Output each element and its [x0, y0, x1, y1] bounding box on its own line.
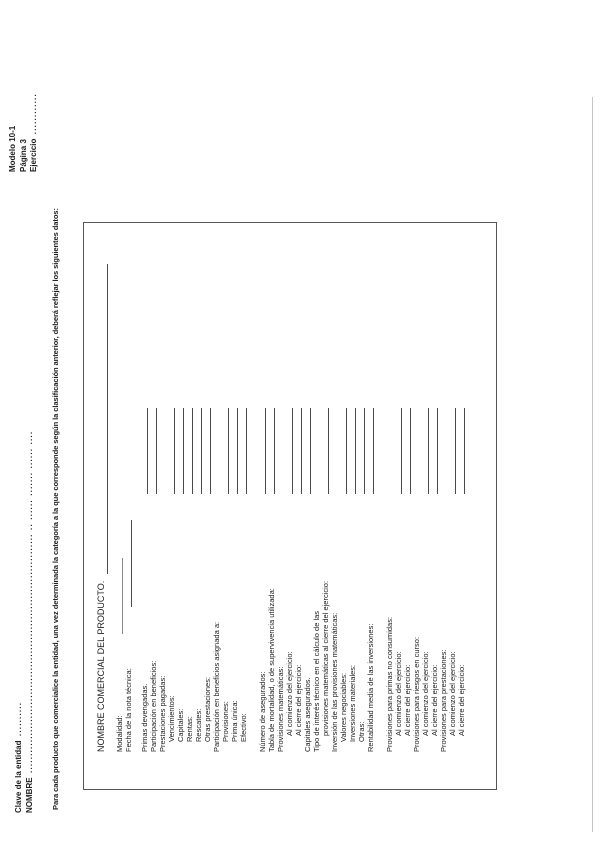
fill-in-line[interactable]	[173, 408, 175, 494]
fill-in-line[interactable]	[427, 408, 429, 494]
form-row	[194, 223, 203, 752]
field-label: Al comienzo del ejercicio:	[448, 651, 457, 736]
page-number: Página 3	[18, 139, 28, 172]
fill-in-line[interactable]	[309, 408, 311, 494]
form-row	[221, 223, 230, 752]
field-label: Al cierre del ejercicio:	[430, 664, 439, 736]
field-label: Inversión de las provisiones matemáticas:	[330, 612, 339, 752]
field-label: Rescates:	[194, 708, 203, 742]
field-label: Provisiones para prestaciones:	[439, 649, 448, 752]
fill-in-line[interactable]	[327, 408, 329, 494]
field-label: Modalidad:	[115, 715, 124, 752]
field-label: Al comienzo del ejercicio:	[285, 651, 294, 736]
field-label: Al cierre del ejercicio:	[457, 664, 466, 736]
field-label: Capitales:	[176, 708, 185, 742]
fill-in-line[interactable]	[236, 408, 238, 494]
form-row	[267, 223, 276, 752]
fill-in-line[interactable]	[345, 408, 347, 494]
field-label: Tabla de mortalidad, o de supervivencia utilizada:	[267, 588, 276, 752]
field-label: Provisiones para primas no consumidas:	[385, 616, 394, 752]
field-label: Provisiones:	[221, 701, 230, 742]
field-label: provisiones matemáticas al cierre del ejercicio:	[321, 580, 330, 736]
form-row	[421, 223, 430, 752]
ejercicio-fill-line[interactable]: ............	[29, 93, 38, 135]
field-label: Provisiones para riesgos en curso:	[412, 636, 421, 752]
form-row	[140, 223, 149, 752]
fill-in-line[interactable]	[121, 558, 123, 634]
field-label: Prestaciones pagadas:	[158, 675, 167, 752]
form-row	[149, 223, 158, 752]
fill-in-line[interactable]	[200, 408, 202, 494]
field-label: Participación en beneficios asignada a:	[212, 621, 221, 752]
fill-in-line[interactable]	[463, 408, 465, 494]
form-row	[203, 223, 212, 752]
form-row	[366, 223, 375, 752]
nombre-fill-line[interactable]: ...................................................................... .. ...... ....... ...... ....	[25, 430, 34, 773]
fill-in-line[interactable]	[409, 408, 411, 494]
fill-in-line[interactable]	[372, 408, 374, 494]
field-label: Al cierre del ejercicio:	[403, 664, 412, 736]
field-label: Vencimientos:	[167, 695, 176, 742]
clave-entidad-row	[13, 431, 24, 813]
fill-in-line[interactable]	[155, 408, 157, 494]
fill-in-line[interactable]	[245, 408, 247, 494]
form-row	[348, 223, 357, 752]
fill-in-line[interactable]	[130, 520, 132, 607]
form-row	[303, 223, 312, 752]
fill-in-line[interactable]	[146, 408, 148, 494]
field-label: Provisiones matemáticas:	[276, 666, 285, 752]
form-row	[258, 223, 267, 752]
form-row	[185, 223, 194, 752]
field-label: Prima única:	[230, 700, 239, 742]
form-row	[439, 223, 448, 752]
fill-in-line[interactable]	[191, 408, 193, 494]
clave-entidad-label: Clave de la entidad	[14, 740, 23, 813]
form-row	[339, 223, 348, 752]
form-row	[276, 223, 285, 752]
form-row	[394, 223, 403, 752]
fill-in-line[interactable]	[291, 408, 293, 494]
product-form-box	[83, 222, 497, 790]
entity-header	[13, 431, 35, 813]
field-label: Otras prestaciones:	[203, 676, 212, 742]
intro-paragraph: Para cada producto que comercialice la entidad, una vez determinada la categoría a la que corresponde según la clasificación anterior, deberá reflejar los siguientes datos:	[51, 208, 60, 810]
field-label: Valores negociables:	[339, 672, 348, 742]
form-row	[230, 223, 239, 752]
form-row	[357, 223, 366, 752]
field-label: Capitales asegurados.	[303, 677, 312, 752]
form-row	[239, 223, 248, 752]
field-label: Efectivo:	[239, 713, 248, 742]
modelo-number: Modelo 10-1	[8, 125, 17, 172]
form-row	[167, 223, 176, 752]
ejercicio-row	[29, 93, 40, 172]
nombre-label: NOMBRE	[25, 777, 34, 813]
form-row	[294, 223, 303, 752]
field-label: Al cierre del ejercicio:	[294, 664, 303, 736]
fill-in-line[interactable]	[264, 408, 266, 494]
form-row	[115, 223, 124, 752]
field-label: Participación en beneficios:	[149, 660, 158, 752]
fill-in-line[interactable]	[227, 408, 229, 494]
form-row	[158, 223, 167, 752]
fill-in-line[interactable]	[273, 408, 275, 494]
fill-in-line[interactable]	[436, 408, 438, 494]
field-label: Al comienzo del ejercicio:	[394, 651, 403, 736]
form-row	[448, 223, 457, 752]
form-row	[124, 223, 133, 752]
field-label: Primas devengadas.	[140, 683, 149, 752]
ejercicio-label: Ejercicio	[29, 138, 38, 172]
field-label: Otras:	[357, 721, 366, 742]
form-row	[412, 223, 421, 752]
fill-in-line[interactable]	[300, 408, 302, 494]
form-row	[321, 223, 330, 752]
field-label: Rentabilidad media de las inversiones:	[366, 623, 375, 752]
form-row	[403, 223, 412, 752]
page-edge-shadow	[592, 97, 593, 832]
fill-in-line[interactable]	[400, 408, 402, 494]
form-row	[285, 223, 294, 752]
form-row	[212, 223, 221, 752]
form-row	[312, 223, 321, 752]
field-label: Inversiones materiales:	[348, 664, 357, 742]
fill-in-line[interactable]	[209, 408, 211, 494]
box-title: NOMBRE COMERCIAL DEL PRODUCTO.	[96, 580, 106, 752]
fill-in-line[interactable]	[182, 408, 184, 494]
fill-in-line[interactable]	[354, 408, 356, 494]
box-title-row	[96, 223, 109, 752]
form-row	[176, 223, 185, 752]
fill-in-line[interactable]	[363, 408, 365, 494]
field-label: Fecha de la nota técnica:	[124, 668, 133, 752]
form-id-header	[8, 93, 40, 172]
field-label: Rentas:	[185, 716, 194, 742]
field-label: Al comienzo del ejercicio:	[421, 651, 430, 736]
form-row	[330, 223, 339, 752]
form-row	[385, 223, 394, 752]
clave-entidad-fill-line[interactable]: ..........	[14, 701, 23, 737]
form-row	[457, 223, 466, 752]
fill-in-line[interactable]	[454, 408, 456, 494]
field-label: Número de asegurados:	[258, 671, 267, 752]
field-label: Tipo de interés técnico en el cálculo de las	[312, 610, 321, 752]
nombre-row	[24, 431, 35, 813]
form-row	[430, 223, 439, 752]
fill-in-line[interactable]	[106, 264, 108, 574]
